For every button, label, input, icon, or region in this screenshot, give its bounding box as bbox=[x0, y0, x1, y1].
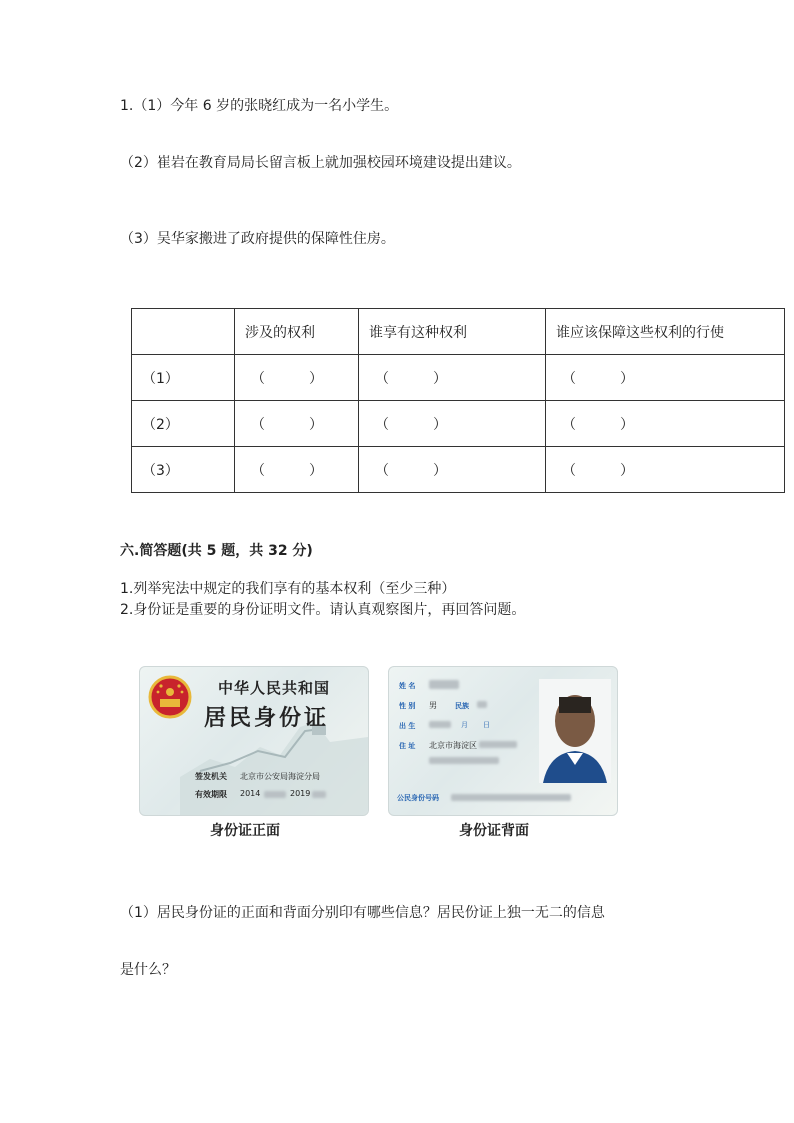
redacted-birth-year bbox=[429, 721, 451, 728]
question-1-2: （2）崔岩在教育局局长留言板上就加强校园环境建设提出建议。 bbox=[120, 155, 521, 171]
rights-table bbox=[131, 308, 785, 493]
id-front-validity-end: 2019 bbox=[290, 789, 311, 798]
id-front-country: 中华人民共和国 bbox=[218, 679, 331, 697]
answer-blank[interactable]: （ ） bbox=[546, 447, 785, 493]
answer-blank[interactable]: （ ） bbox=[359, 401, 546, 447]
table-header-row bbox=[132, 309, 785, 355]
id-back-birth-label: 出 生 bbox=[399, 722, 416, 730]
section-6-item-2: 2.身份证是重要的身份证明文件。请认真观察图片，再回答问题。 bbox=[120, 602, 526, 618]
table-header-cell: 谁应该保障这些权利的行使 bbox=[546, 309, 785, 355]
table-row bbox=[132, 401, 785, 447]
answer-blank[interactable]: （ ） bbox=[546, 401, 785, 447]
id-back-birth-day: 日 bbox=[483, 721, 490, 729]
table-row bbox=[132, 355, 785, 401]
redacted-date bbox=[312, 791, 326, 798]
redacted-date bbox=[264, 791, 286, 798]
row-label: （3） bbox=[132, 447, 235, 493]
redacted-address bbox=[479, 741, 517, 748]
row-label: （1） bbox=[132, 355, 235, 401]
redacted-ethnic bbox=[477, 701, 487, 708]
id-front-issuer-label: 签发机关 bbox=[195, 772, 227, 781]
id-front-issuer-value: 北京市公安局海淀分局 bbox=[240, 772, 320, 781]
id-front-caption: 身份证正面 bbox=[210, 823, 280, 839]
id-card-back bbox=[388, 666, 618, 816]
id-back-ethnic-label: 民族 bbox=[455, 702, 469, 710]
section-6-item-1: 1.列举宪法中规定的我们享有的基本权利（至少三种） bbox=[120, 581, 456, 597]
portrait-photo bbox=[539, 679, 611, 783]
id-front-validity-value: 2014 bbox=[240, 789, 261, 798]
national-emblem-icon bbox=[148, 675, 192, 719]
id-back-address-value: 北京市海淀区 bbox=[429, 741, 477, 750]
table-header-cell: 谁享有这种权利 bbox=[359, 309, 546, 355]
id-back-birth-month: 月 bbox=[461, 721, 468, 729]
section-6-title: 六.简答题(共 5 题，共 32 分) bbox=[120, 543, 313, 559]
answer-blank[interactable]: （ ） bbox=[546, 355, 785, 401]
id-back-id-label: 公民身份号码 bbox=[397, 794, 439, 802]
answer-blank[interactable]: （ ） bbox=[359, 355, 546, 401]
answer-blank[interactable]: （ ） bbox=[359, 447, 546, 493]
redacted-id-number bbox=[451, 794, 571, 801]
id-front-title: 居民身份证 bbox=[204, 705, 330, 731]
row-label: （2） bbox=[132, 401, 235, 447]
answer-blank[interactable]: （ ） bbox=[235, 401, 359, 447]
id-back-address-label: 住 址 bbox=[399, 742, 416, 750]
table-row bbox=[132, 447, 785, 493]
id-back-sex-value: 男 bbox=[429, 701, 437, 710]
question-1-1: 1.（1）今年 6 岁的张晓红成为一名小学生。 bbox=[120, 98, 399, 114]
id-card-front bbox=[139, 666, 369, 816]
table-header-cell bbox=[132, 309, 235, 355]
question-2-1-line-1: （1）居民身份证的正面和背面分别印有哪些信息？居民份证上独一无二的信息 bbox=[120, 905, 605, 921]
question-1-3: （3）吴华家搬进了政府提供的保障性住房。 bbox=[120, 231, 395, 247]
redacted-name bbox=[429, 680, 459, 689]
question-2-1-line-2: 是什么？ bbox=[120, 962, 176, 978]
id-back-sex-label: 性 别 bbox=[399, 702, 416, 710]
id-back-caption: 身份证背面 bbox=[459, 823, 529, 839]
id-back-name-label: 姓 名 bbox=[399, 682, 416, 690]
answer-blank[interactable]: （ ） bbox=[235, 447, 359, 493]
answer-blank[interactable]: （ ） bbox=[235, 355, 359, 401]
table-header-cell: 涉及的权利 bbox=[235, 309, 359, 355]
redacted-address bbox=[429, 757, 499, 764]
id-front-validity-label: 有效期限 bbox=[195, 790, 227, 799]
